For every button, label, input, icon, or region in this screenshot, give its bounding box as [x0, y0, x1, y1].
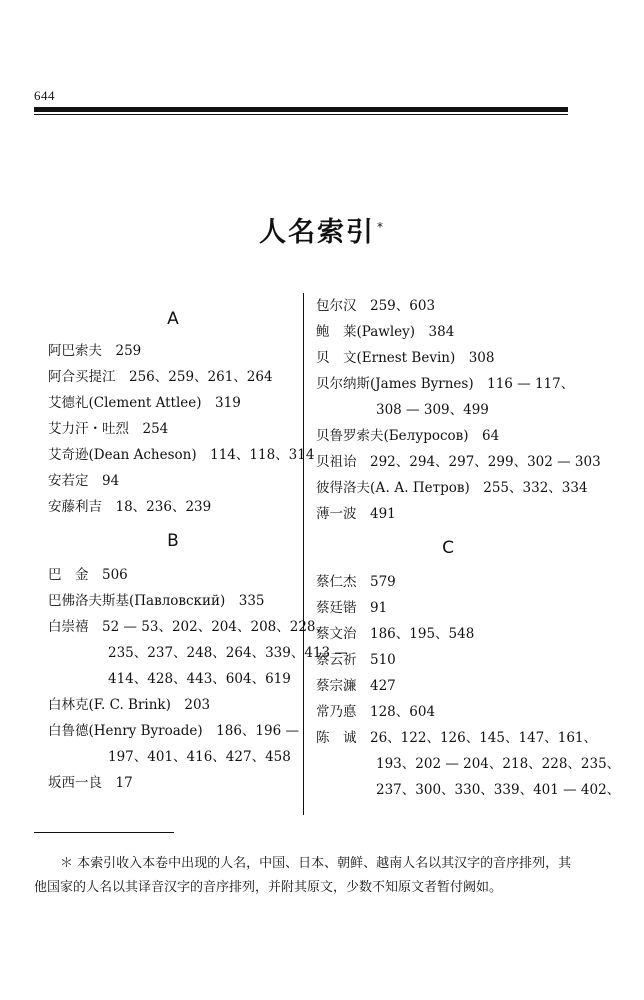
index-entry [316, 699, 580, 725]
section-letter-c: C [442, 538, 454, 558]
index-entry [316, 449, 601, 475]
page-title [0, 210, 644, 249]
index-entry [48, 390, 298, 416]
index-entry [316, 423, 580, 449]
header-rule-thick [34, 107, 568, 112]
index-entry-line: 白林克(F. C. Brink) 203 [48, 697, 211, 713]
index-list-a [48, 338, 315, 520]
index-entry-continuation: 414、428、443、604、619 [108, 671, 291, 687]
index-entry-line: 薄一波 491 [316, 506, 396, 522]
index-entry [316, 501, 580, 527]
index-entry-line: 艾德礼(Clement Attlee) 319 [48, 395, 241, 411]
section-letter-a: A [167, 309, 179, 329]
index-entry [48, 770, 298, 796]
index-entry [316, 345, 580, 371]
index-entry [48, 338, 298, 364]
index-entry-line: 蔡廷锴 91 [316, 600, 388, 616]
index-entry [316, 475, 588, 501]
index-entry-line: 彼得洛夫(А. А. Петров) 255、332、334 [316, 480, 588, 496]
index-entry [48, 718, 298, 770]
index-entry [48, 416, 298, 442]
index-entry-line: 巴 金 506 [48, 567, 128, 583]
index-entry [48, 692, 298, 718]
index-entry [316, 569, 580, 595]
footnote: ＊ 本索引收入本卷中出现的人名，中国、日本、朝鲜、越南人名以其汉字的音序排列，其他国家的人名以其译音汉字的音序排列，并附其原文，少数不知原文者暂付阙如。 [34, 856, 572, 895]
index-entry-line: 安若定 94 [48, 473, 120, 489]
index-entry [48, 468, 298, 494]
index-entry-line: 包尔汉 259、603 [316, 298, 436, 314]
header-rule-thin [34, 114, 568, 115]
index-entry [316, 595, 580, 621]
page-number: 644 [34, 88, 55, 103]
index-entry-line: 蔡仁杰 579 [316, 574, 396, 590]
index-entry-continuation: 193、202 — 204、218、228、235、 [376, 756, 621, 772]
index-entry-line: 阿合买提江 256、259、261、264 [48, 369, 273, 385]
index-entry-line: 阿巴索夫 259 [48, 343, 142, 359]
index-entry-line: 贝尔纳斯(James Byrnes) 116 — 117、 [316, 376, 575, 392]
index-entry-continuation: 197、401、416、427、458 [108, 749, 291, 765]
index-entry-line: 陈 诚 26、122、126、145、147、161、 [316, 730, 598, 746]
index-entry [316, 371, 580, 423]
index-entry [316, 725, 621, 803]
index-entry-continuation: 237、300、330、339、401 — 402、 [376, 782, 621, 798]
title-footnote-mark: * [377, 220, 385, 234]
index-entry-line: 常乃悳 128、604 [316, 704, 436, 720]
section-letter-b: B [167, 531, 179, 551]
index-entry-line: 巴佛洛夫斯基(Павловский) 335 [48, 593, 265, 609]
index-list-b-continued [316, 293, 601, 527]
index-entry [316, 621, 580, 647]
index-entry-line: 白崇禧 52 — 53、202、204、208、228、 [48, 619, 330, 635]
page-title-text: 人名索引 [259, 217, 375, 248]
index-entry [316, 673, 580, 699]
index-entry [48, 614, 348, 692]
index-entry-line: 贝鲁罗索夫(Белуросов) 64 [316, 428, 500, 444]
index-entry-continuation: 308 — 309、499 [376, 402, 489, 418]
index-entry-line: 贝祖诒 292、294、297、299、302 — 303 [316, 454, 601, 470]
index-entry [316, 293, 580, 319]
index-entry [48, 588, 298, 614]
index-entry [48, 442, 315, 468]
left-column [48, 293, 348, 796]
index-list-b [48, 562, 348, 796]
index-entry [48, 494, 298, 520]
index-entry-line: 艾力汗・吐烈 254 [48, 421, 169, 437]
index-entry-continuation: 235、237、248、264、339、413 — [108, 645, 348, 661]
footnote-rule [34, 832, 174, 833]
index-list-c [316, 569, 621, 803]
index-entry-line: 坂西一良 17 [48, 775, 133, 791]
column-divider [303, 293, 304, 815]
index-entry-line: 蔡云祈 510 [316, 652, 396, 668]
index-entry-line: 蔡宗濂 427 [316, 678, 396, 694]
right-column [316, 293, 621, 803]
index-entry-line: 蔡文治 186、195、548 [316, 626, 475, 642]
index-entry [316, 647, 580, 673]
index-entry-line: 鲍 莱(Pawley) 384 [316, 324, 455, 340]
index-entry-line: 白鲁德(Henry Byroade) 186、196 — [48, 723, 299, 739]
index-entry [316, 319, 580, 345]
index-entry-line: 贝 文(Ernest Bevin) 308 [316, 350, 495, 366]
index-entry [48, 364, 298, 390]
index-entry [48, 562, 298, 588]
index-entry-line: 艾奇逊(Dean Acheson) 114、118、314 [48, 447, 315, 463]
index-entry-line: 安藤利吉 18、236、239 [48, 499, 212, 515]
